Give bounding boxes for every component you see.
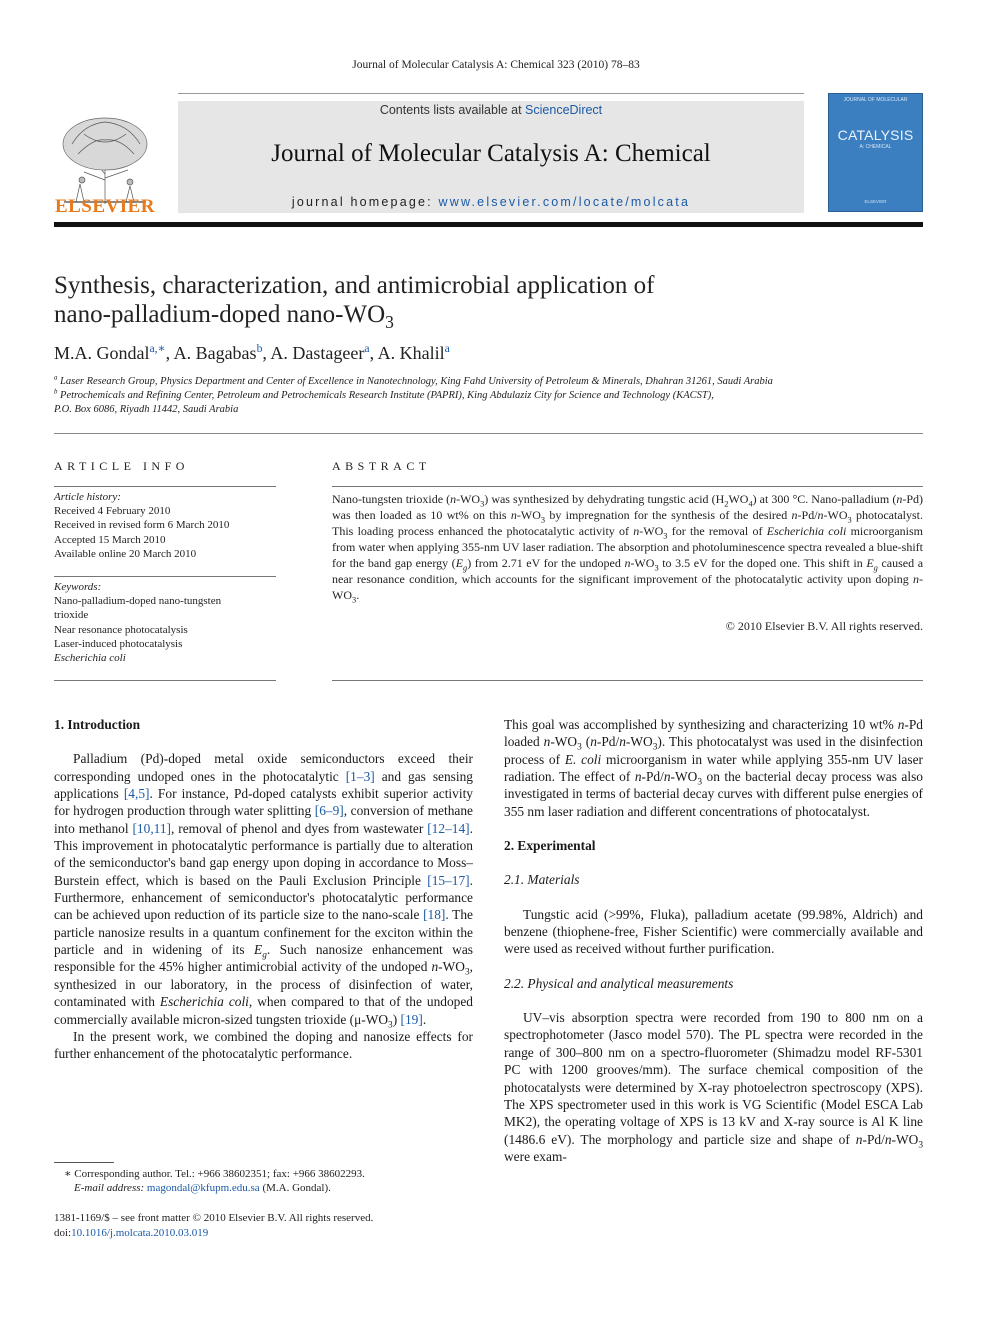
- title-line-2: nano-palladium-doped nano-$WO_3$: [54, 301, 394, 332]
- journal-homepage: [178, 195, 804, 209]
- email-link[interactable]: magondal@kfupm.edu.sa: [146, 1182, 260, 1194]
- section-heading: 2. Experimental: [504, 838, 596, 854]
- history-item: Received 4 February 2010: [54, 505, 171, 518]
- affiliation-a: $^a$ Laser Research Group, Physics Department and Center of Excellence in Nanotechnology, King Fahd University of Petroleum & Minerals, Dhahran 31261, Saudi Arabia: [54, 374, 773, 387]
- article-history: [54, 490, 276, 561]
- header-rule: [178, 93, 804, 94]
- abstract-copyright: © 2010 Elsevier B.V. All rights reserved.: [725, 619, 923, 633]
- keyword-item: Laser-induced photocatalysis: [54, 637, 183, 650]
- keyword-item: Nano-palladium-doped nano-tungsten: [54, 595, 222, 608]
- keyword-item: Near resonance photocatalysis: [54, 623, 188, 636]
- sciencedirect-link[interactable]: ScienceDirect: [525, 103, 603, 117]
- history-item: Available online 20 March 2010: [54, 547, 197, 560]
- history-item: Accepted 15 March 2010: [54, 533, 166, 546]
- ref-link[interactable]: [19]: [400, 1011, 423, 1027]
- article-info-rule: [54, 486, 276, 487]
- intro-continuation: This goal was accomplished by synthesizing and characterizing 10 wt% n-Pd loaded $n-WO_3$ $(n-Pd/n-WO_3)$. This photocatalyst was used in the disinfection process of E. coli microorganism in water while applying 355-nm UV laser radiation. The effect of $n-Pd/n-WO_3$ on the bacterial decay process was also investigated in terms of bacterial decay curves with different pulse energies of 355 nm laser radiation and different concentrations of photocatalyst.: [504, 717, 923, 819]
- title-line-1: Synthesis, characterization, and antimicrobial application of: [54, 272, 655, 299]
- info-bottom-rule: [54, 680, 276, 681]
- keyword-item: Escherichia coli: [54, 652, 126, 665]
- section-heading: 1. Introduction: [54, 717, 141, 732]
- issn-line: 1381-1169/$ – see front matter © 2010 Elsevier B.V. All rights reserved.: [54, 1212, 374, 1224]
- journal-citation: Journal of Molecular Catalysis A: Chemical 323 (2010) 78–83: [352, 59, 640, 71]
- author-list: M.A. Gondal$^{a,∗}$, A. Bagabas$^b$, A. Dastageer$^a$, A. Khalil$^a$: [54, 342, 450, 363]
- ref-link[interactable]: [15–17]: [427, 872, 470, 888]
- subsection-heading: 2.2. Physical and analytical measurements: [504, 975, 734, 991]
- abstract-body: Nano-tungsten trioxide $(n-WO_3)$ was synthesized by dehydrating tungstic acid $(H_2WO_4)$ at 300 °C. Nano-palladium (n-Pd) was then loaded as 10 wt% on this $n-WO_3$ by impregnation for the synthesis of the desired $n-Pd/n-WO_3$ photocatalyst. This loading process enhanced the photocatalytic activity of $n-WO_3$ for the removal of Escherichia coli microorganism from water when applying 355-nm UV laser radiation. The absorption and photoluminescence spectra revealed a blue-shift for the band gap energy $(E_g)$ from 2.71 eV for the undoped $n-WO_3$ to 3.5 eV for the doped one. This shift in $E_g$ caused a near resonance condition, which accounts for the significant improvement of the photocatalytic activity upon doping $n-WO_3$.: [332, 492, 924, 605]
- article-info-heading: ARTICLE INFO: [54, 459, 189, 473]
- intro-paragraph: Palladium (Pd)-doped metal oxide semiconductors exceed their corresponding undoped ones in the photocatalytic [1–3] and gas sensing applications [4,5]. For instance, Pd-doped catalysts exhibit superior activity for hydrogen production through water splitting [6–9], conversion of methane into methanol [10,11], removal of phenol and dyes from wastewater [12–14]. This improvement in photocatalytic performance is partially due to alteration of the semiconductor's band gap energy upon doping in accordance to Moss–Burstein effect, which is based on the Pauli Exclusion Principle [15–17]. Furthermore, enhancement of semiconductor's photocatalytic performance can be achieved upon reduction of its particle size to the nano-scale [18]. The particle nanosize results in a quantum confinement for the exciton within the particle and in widening of its $E_g$. Such nanosize enhancement was responsible for the 45% higher antimicrobial activity of the undoped $n-WO_3$, synthesized in our laboratory, in the process of disinfection of water, contaminated with Escherichia coli, when compared to that of the undoped commercially available micron-sized tungsten trioxide $(\mu-WO_3)$ [19].: [54, 751, 474, 1031]
- author[interactable]: M.A. Gondal$^{a,∗}$: [54, 342, 166, 363]
- cover-publisher: ELSEVIER: [864, 199, 887, 204]
- author[interactable]: A. Bagabas$^b$: [173, 342, 263, 363]
- keyword-item: trioxide: [54, 609, 89, 622]
- author[interactable]: A. Dastageer$^a$: [270, 342, 370, 363]
- homepage-link[interactable]: www.elsevier.com/locate/molcata: [438, 195, 691, 209]
- author[interactable]: A. Khalil$^a$: [377, 342, 450, 363]
- abstract-bottom-rule: [332, 680, 923, 681]
- history-item: Received in revised form 6 March 2010: [54, 519, 230, 532]
- ref-link[interactable]: [1–3]: [345, 768, 375, 784]
- keywords-rule: [54, 576, 276, 577]
- cover-subtitle: A: CHEMICAL: [859, 144, 892, 150]
- corresponding-author-note: ∗ Corresponding author. Tel.: +966 38602351; fax: +966 38602293.: [64, 1168, 365, 1180]
- cover-top-text: JOURNAL OF MOLECULAR: [843, 97, 908, 103]
- subsection-heading: 2.1. Materials: [504, 872, 580, 888]
- doi-line: doi:10.1016/j.molcata.2010.03.019: [54, 1227, 209, 1239]
- abstract-rule: [332, 486, 923, 487]
- cover-title: CATALYSIS: [837, 127, 914, 143]
- history-label: Article history:: [54, 491, 121, 503]
- header-divider: [54, 222, 923, 227]
- affiliation-b: $^b$ Petrochemicals and Refining Center, Petroleum and Petrochemicals Research Institute (PAPRI), King Abdulaziz City for Science and Technology (KACST),: [54, 388, 714, 401]
- homepage-prefix: journal homepage:: [291, 195, 439, 209]
- left-column: [54, 716, 473, 1063]
- ref-link[interactable]: [10,11]: [132, 820, 172, 836]
- ref-link[interactable]: [18]: [423, 907, 446, 923]
- email-note: E-mail address: magondal@kfupm.edu.sa (M.A. Gondal).: [74, 1182, 331, 1194]
- article-title: [54, 271, 814, 332]
- keywords: [54, 580, 276, 665]
- affiliation-divider: [54, 433, 923, 434]
- measurements-paragraph: UV–vis absorption spectra were recorded from 190 to 800 nm on a spectrophotometer (Jasco model 570). The PL spectra were recorded in the range of 300–800 nm on a spectro-fluorometer (Shimadzu model RF-5301 PC with 1200 grooves/mm). The surface chemical composition of the photocatalysts were determined by X-ray photoelectron spectroscopy (XPS). The XPS spectrometer used in this work is VG Scientific (Model ESCA Lab MK2), the operating voltage of XPS is 13 kV and X-ray source is Al K line (1486.6 eV). The morphology and particle size and shape of $n-Pd/n-WO_3$ were exam-: [504, 1010, 923, 1164]
- elsevier-wordmark: ELSEVIER: [54, 196, 156, 217]
- affiliation-b-address: P.O. Box 6086, Riyadh 11442, Saudi Arabia: [54, 404, 239, 415]
- contents-prefix: Contents lists available at: [379, 103, 526, 117]
- ref-link[interactable]: [4,5]: [123, 786, 150, 802]
- ref-link[interactable]: [6–9]: [314, 803, 344, 819]
- ref-link[interactable]: [12–14]: [427, 820, 470, 836]
- footnote-rule: [54, 1162, 114, 1163]
- materials-paragraph: Tungstic acid (>99%, Fluka), palladium acetate (99.98%, Aldrich) and benzene (thiophene-free, Fisher Scientific) were commercially available and were used as received without further purification.: [504, 906, 923, 957]
- contents-line: [178, 103, 804, 117]
- journal-cover-image: [828, 93, 923, 212]
- keywords-label: Keywords:: [54, 581, 102, 593]
- intro-paragraph: In the present work, we combined the doping and nanosize effects for further enhancement of the photocatalytic performance.: [54, 1028, 473, 1062]
- doi-link[interactable]: 10.1016/j.molcata.2010.03.019: [71, 1227, 209, 1239]
- journal-name: Journal of Molecular Catalysis A: Chemical: [271, 140, 711, 167]
- right-column: [504, 716, 923, 1165]
- abstract-heading: ABSTRACT: [332, 459, 431, 473]
